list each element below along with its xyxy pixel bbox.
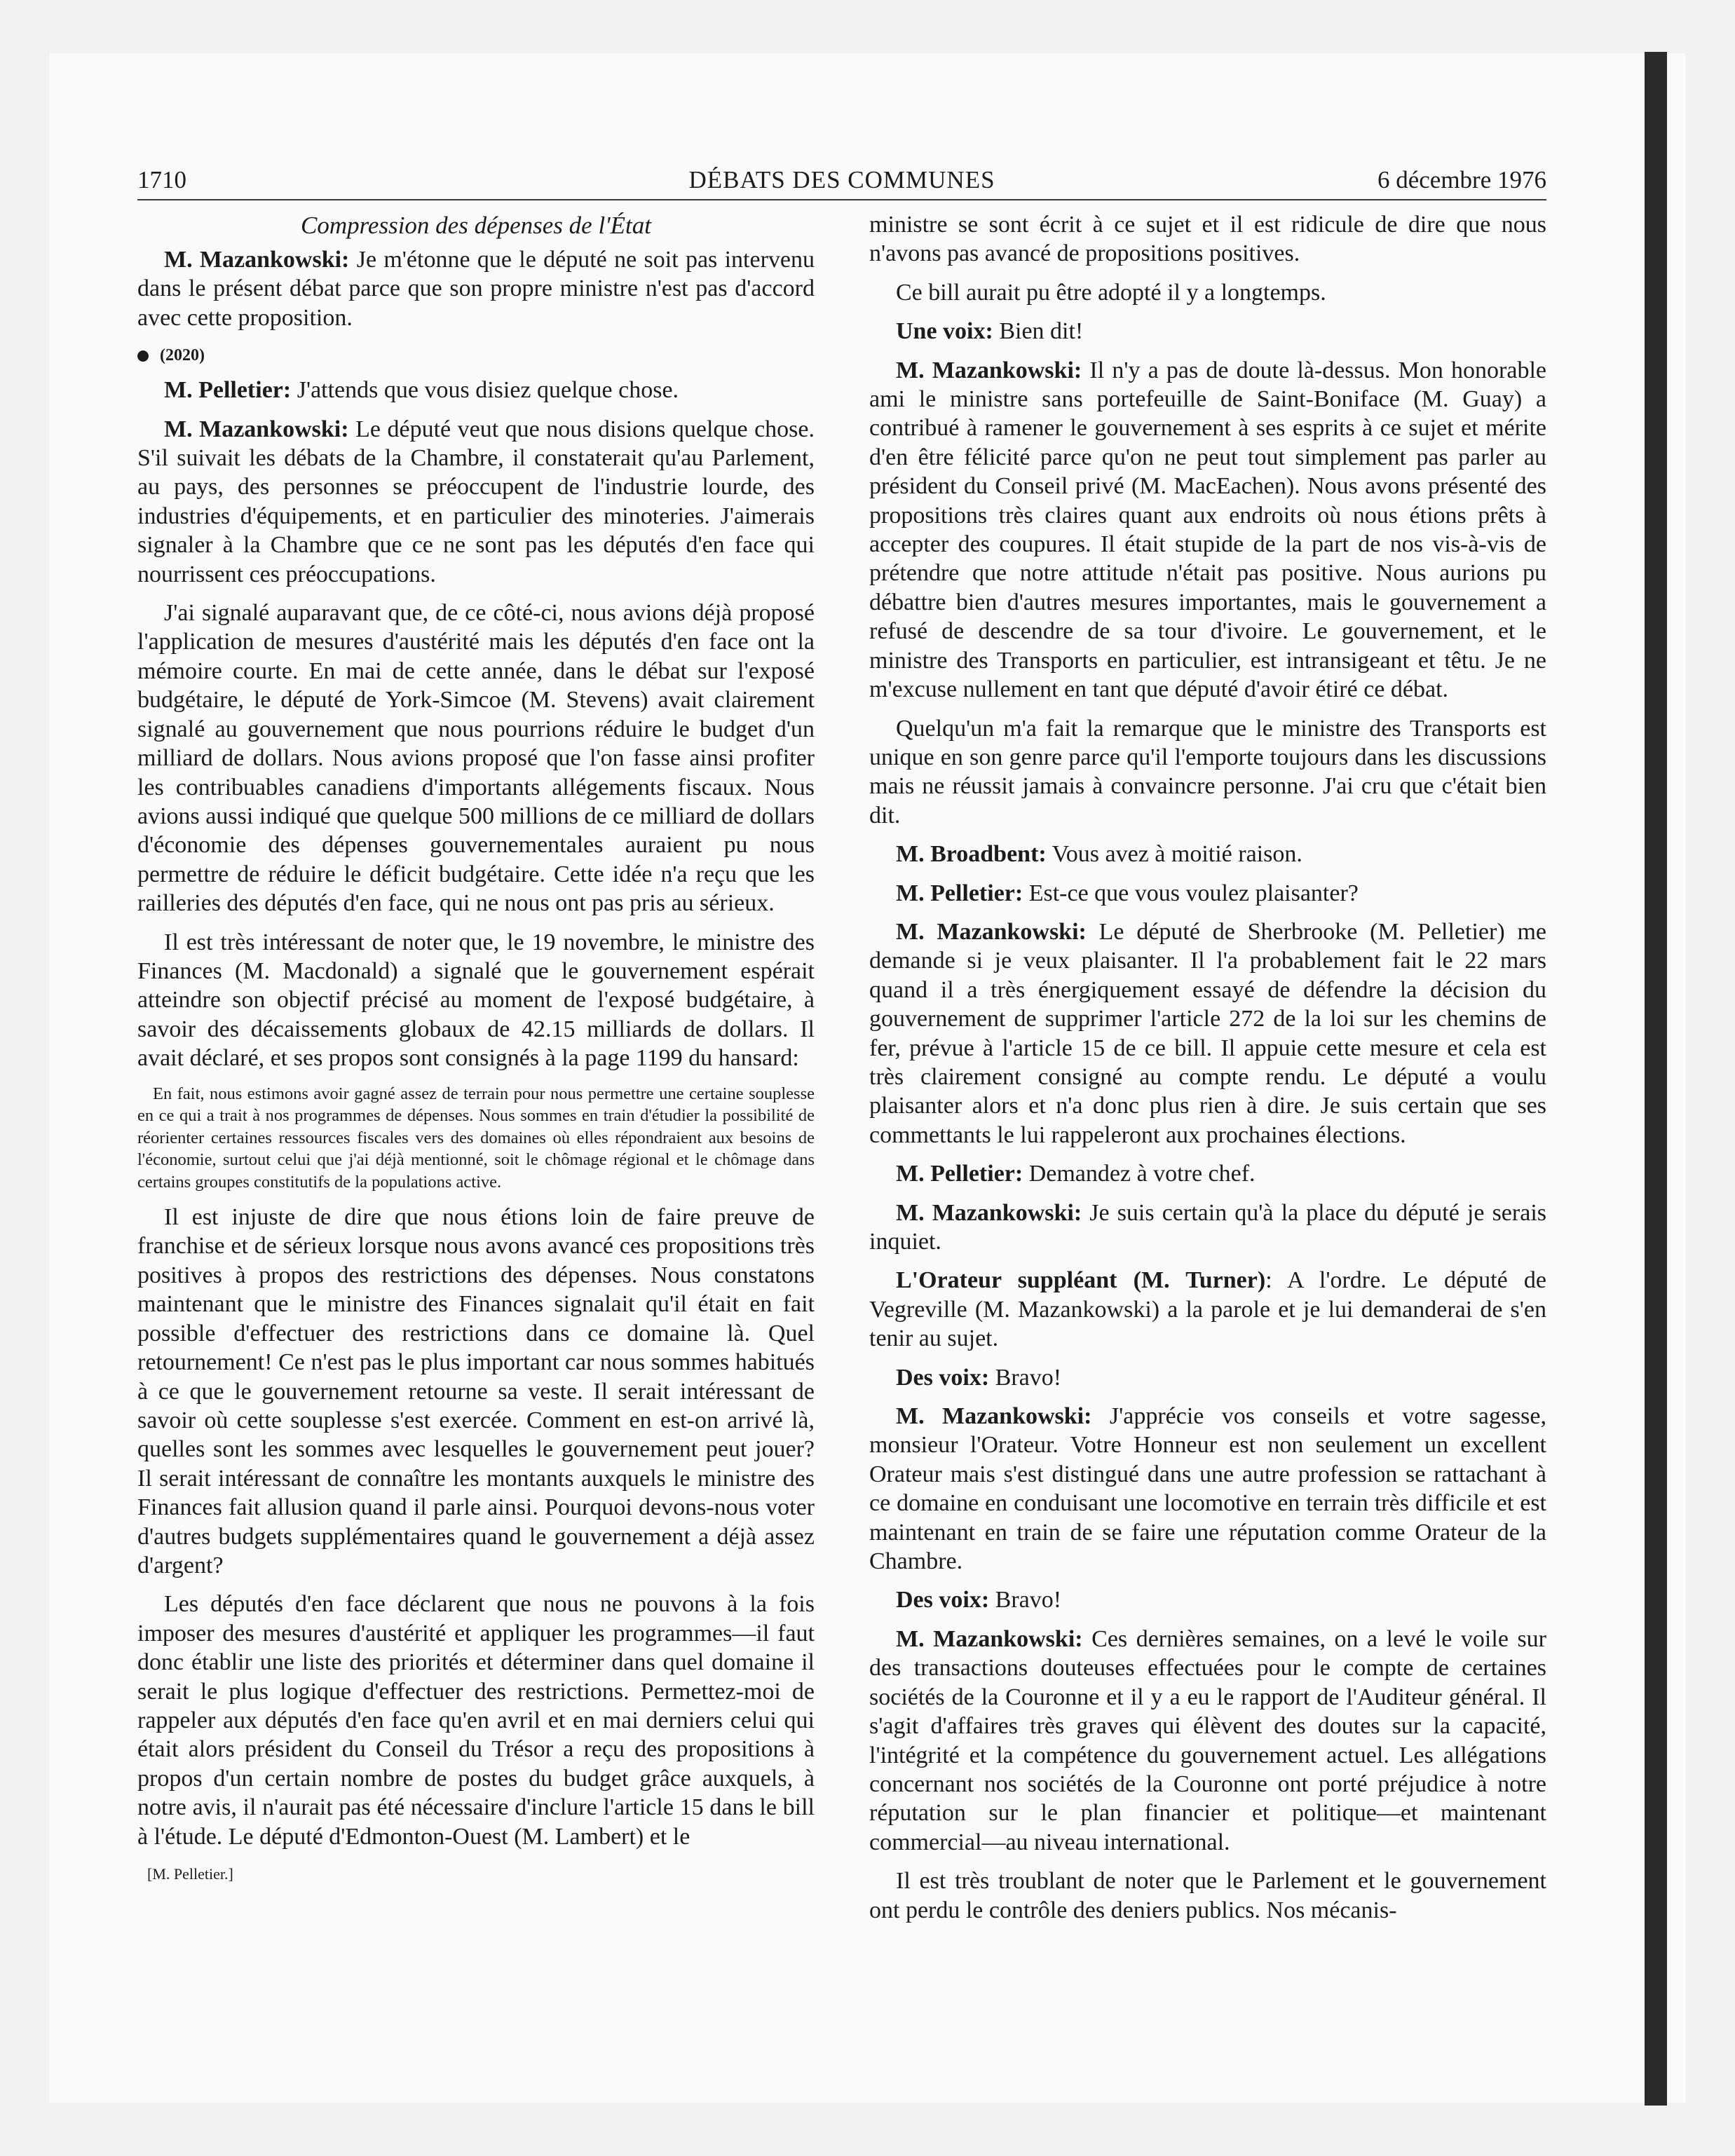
speech-text: Le député veut que nous disions quelque chose. S'il suivait les débats de la Chambre, il constaterait qu'au Parlement, au pays, des personnes se préoccupent de l'industrie lourde, des industries d'équipements, et en particulier des minoteries. J'aimerais signaler à la Chambre que ce ne sont pas les députés d'en face qui nourrissent ces préoccupations. [137,416,815,587]
speech-text: Vous avez à moitié raison. [1046,841,1302,868]
right-column [869,210,1546,1935]
hansard-quote: En fait, nous estimons avoir gagné assez de terrain pour nous permettre une certaine souplesse en ce qui a trait à nos programmes de dépenses. Nous sommes en train d'étudier la possibilité de réorienter certaines ressources fiscales vers des domaines où elles répondraient aux besoins de l'économie, surtout celui que j'ai déjà mentionné, soit le chômage régional et le chômage dans certains groupes constitutifs de la populations active. [137,1084,815,1192]
section-title: Compression des dépenses de l'État [300,212,651,239]
speech-text: Est-ce que vous voulez plaisanter? [1023,880,1359,906]
paragraph: ministre se sont écrit à ce sujet et il est ridicule de dire que nous n'avons pas avancé de propositions positives. [869,212,1546,267]
page-number: 1710 [137,166,186,193]
speaker-name: M. Mazankowski: [896,1199,1082,1226]
speaker-footnote: [M. Pelletier.] [147,1865,233,1883]
paragraph [137,415,815,589]
speech-text: Bravo! [989,1364,1062,1391]
speaker-name: M. Mazankowski: [896,1403,1092,1430]
paragraph [869,840,1546,868]
publication-title: DÉBATS DES COMMUNES [688,166,995,193]
paragraph [869,356,1546,704]
speech-text: Bravo! [989,1587,1062,1613]
paragraph: Il est très troublant de noter que le Parlement et le gouvernement ont perdu le contrôle des deniers publics. Nos mécanis- [869,1868,1546,1923]
speaker-name: Une voix: [896,318,993,345]
paragraph [869,917,1546,1149]
speech-text: Demandez à votre chef. [1023,1161,1256,1187]
speaker-name: M. Broadbent: [896,841,1047,868]
speech-text: J'attends que vous disiez quelque chose. [291,377,679,404]
time-marker [137,342,815,369]
paragraph: Il est très intéressant de noter que, le 19 novembre, le ministre des Finances (M. Macdonald) a signalé que le gouvernement espérait atteindre son objectif précisé au moment de l'exposé budgétaire, à savoir des décaissements globaux de 42.15 milliards de dollars. Il avait déclaré, et ses propos sont consignés à la page 1199 du hansard: [137,929,815,1072]
speech-text: Je m'étonne que le député ne soit pas intervenu dans le présent débat parce que son propre ministre n'est pas d'accord avec cette proposition. [137,247,815,331]
speaker-name: M. Mazankowski: [896,357,1082,383]
issue-date: 6 décembre 1976 [1377,166,1546,193]
speech-text: : A l'ordre. Le député de Vegreville (M. Mazankowski) a la parole et je lui demanderai de s'en tenir au sujet. [869,1267,1547,1352]
speaker-name-detail: (M. Turner) [1117,1267,1266,1294]
speaker-name: M. Mazankowski: [896,1625,1083,1652]
speech-text: Il n'y a pas de doute là-dessus. Mon honorable ami le ministre sans portefeuille de Saint-Boniface (M. Guay) a contribué à ramener le gouvernement à ses esprits à ce sujet et mérite d'en être félicité parce qu'on ne peut tout simplement pas parler au président du Conseil privé (M. MacEachen). Nous avons présenté des propositions très claires quant aux endroits où nous étions prêts à accepter des coupures. Il était stupide de la part de nos vis-à-vis de prétendre que notre attitude n'était pas positive. Nous aurions pu débattre bien d'autres mesures importantes, mais le gouvernement a refusé de descendre de sa tour d'ivoire. Le gouvernement, et le ministre des Transports en particulier, est intransigeant et têtu. Je ne m'excuse nullement en tant que député d'avoir étiré ce débat. [869,357,1547,703]
speech-text: Je suis certain qu'à la place du député je serais inquiet. [869,1199,1546,1255]
speaker-name: M. Pelletier: [896,880,1023,906]
paragraph [137,376,815,404]
paragraph [137,245,815,332]
left-column [137,210,815,1885]
paragraph [869,1363,1546,1392]
speaker-name: Des voix: [896,1364,990,1391]
time-stamp: (2020) [160,346,205,365]
paragraph: J'ai signalé auparavant que, de ce côté-ci, nous avions déjà proposé l'application de mesures d'austérité mais les députés d'en face ont la mémoire courte. En mai de cette année, dans le débat sur l'exposé budgétaire, le député de York-Simcoe (M. Stevens) avait clairement signalé au gouvernement que nous pourrions réduire le budget d'un milliard de dollars. Nous avions proposé que l'on fasse ainsi profiter les contribuables canadiens d'importants allégements fiscaux. Nous avions aussi indiqué que quelque 500 millions de ce milliard de dollars d'économie des dépenses gouvernementales auraient pu nous permettre de réduire le déficit budgétaire. Cette idée n'a reçu que les railleries des députés d'en face, qui ne nous ont pas pris au sérieux. [137,600,815,917]
speaker-name: M. Pelletier: [164,377,292,404]
speaker-name: L'Orateur suppléant [896,1267,1117,1294]
scan-binding-edge [1645,52,1667,2106]
paragraph [869,1402,1546,1576]
paragraph [869,879,1546,908]
speech-text: Ces dernières semaines, on a levé le voile sur des transactions douteuses effectuées pour le compte de certaines sociétés de la Couronne et il y a eu le rapport de l'Auditeur général. Il s'agit d'affaires très graves qui élèvent des doutes sur la capacité, l'intégrité et la compétence du gouvernement actuel. Les allégations concernant nos sociétés de la Couronne ont porté préjudice à notre réputation sur le plan financier et politique—et maintenant commercial—au niveau international. [869,1625,1547,1855]
paragraph [869,1625,1546,1857]
paragraph [869,317,1546,346]
speaker-name: M. Mazankowski: [896,918,1087,945]
speaker-name: Des voix: [896,1587,990,1613]
paragraph: Les députés d'en face déclarent que nous ne pouvons à la fois imposer des mesures d'austérité et appliquer les programmes—il faut donc établir une liste des priorités et déterminer dans quel domaine il serait le plus logique d'effectuer des restrictions. Permettez-moi de rappeler aux députés d'en face qu'en avril et en mai derniers celui qui était alors président du Conseil du Trésor a reçu des propositions à propos d'un certain nombre de postes du budget grâce auxquels, à notre avis, il n'aurait pas été nécessaire d'inclure l'article 15 dans le bill à l'étude. Le député d'Edmonton-Ouest (M. Lambert) et le [137,1591,815,1850]
speech-text: Le député de Sherbrooke (M. Pelletier) me demande si je veux plaisanter. Il l'a probablement fait le 22 mars quand il a très énergiquement essayé de défendre la décision du gouvernement de supprimer l'article 272 de la loi sur les chemins de fer, prévue à l'article 15 de ce bill. Il appuie cette mesure et cela est très clairement consigné au compte rendu. Le député a voulu plaisanter alors et n'a donc plus rien à dire. Je suis certain que ses commettants le lui rappeleront aux prochaines élections. [869,918,1546,1148]
paragraph [869,1266,1546,1353]
speech-text: J'apprécie vos conseils et votre sagesse, monsieur l'Orateur. Votre Honneur est non seulement un excellent Orateur mais s'est distingué dans une autre profession se rattachant à ce domaine en conduisant une locomotive en terrain très difficile et est maintenant en train de se faire une réputation comme Orateur de la Chambre. [869,1403,1547,1575]
paragraph: Il est injuste de dire que nous étions loin de faire preuve de franchise et de sérieux lorsque nous avons avancé ces propositions très positives à propos des restrictions des dépenses. Nous constatons maintenant que le ministre des Finances signalait qu'il était en fait possible d'effectuer des restrictions dans ce domaine là. Quel retournement! Ce n'est pas le plus important car nous sommes habitués à ce que le gouvernement retourne sa veste. Il serait intéressant de savoir où cette souplesse s'est exercée. Comment en est-on arrivé là, quelles sont les sommes avec lesquelles le gouvernement peut jouer? Il serait intéressant de connaître les montants auxquels le ministre des Finances fait allusion quand il parle ainsi. Pourquoi devons-nous voter d'autres budgets supplémentaires quand le gouvernement a déjà assez d'argent? [137,1204,815,1578]
bullet-icon [137,350,149,362]
paragraph [869,1199,1546,1257]
speaker-name: M. Pelletier: [896,1161,1023,1187]
speaker-name: M. Mazankowski: [164,247,350,273]
speaker-name: M. Mazankowski: [164,416,349,442]
paragraph [869,1159,1546,1188]
paragraph: Quelqu'un m'a fait la remarque que le ministre des Transports est unique en son genre parce qu'il l'emporte toujours dans les discussions mais ne réussit jamais à convaincre personne. J'ai cru que c'était bien dit. [869,715,1546,828]
header-rule [137,199,1546,200]
paragraph [869,1585,1546,1614]
running-header [137,163,1546,198]
paragraph: Ce bill aurait pu être adopté il y a longtemps. [896,279,1326,306]
speech-text: Bien dit! [993,318,1084,345]
